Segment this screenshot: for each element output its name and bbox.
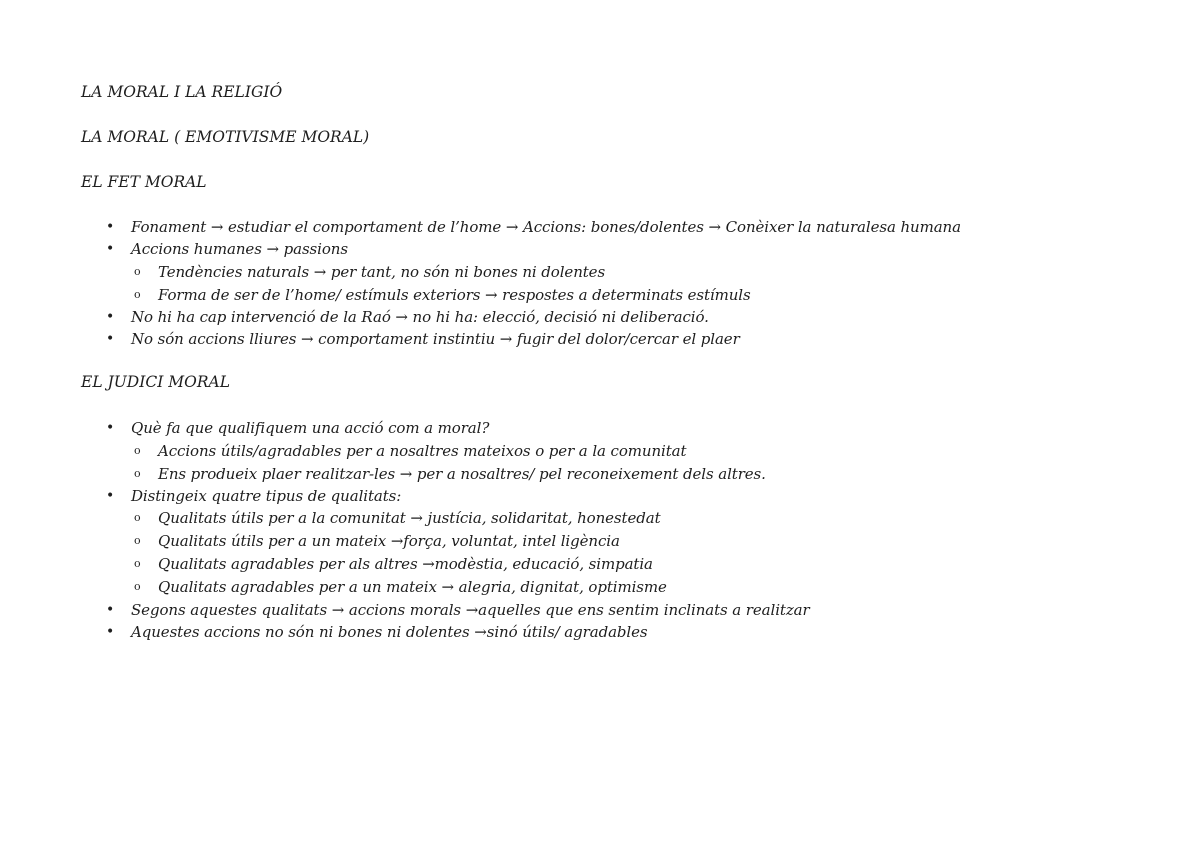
section-heading-fet-moral: EL FET MORAL — [81, 173, 207, 191]
document-title: LA MORAL I LA RELIGIÓ — [81, 83, 283, 101]
list-item: Distingeix quatre tipus de qualitats: — [131, 487, 402, 505]
bullet-circle: o — [134, 444, 141, 457]
bullet-circle: o — [134, 534, 141, 547]
bullet-circle: o — [134, 580, 141, 593]
bullet-circle: o — [134, 265, 141, 278]
sub-list-item: Ens produeix plaer realitzar-les → per a nosaltres/ pel reconeixement dels altres. — [158, 465, 766, 483]
bullet-circle: o — [134, 288, 141, 301]
bullet-disc: • — [106, 624, 115, 640]
bullet-disc: • — [106, 488, 115, 504]
bullet-circle: o — [134, 511, 141, 524]
list-item: Aquestes accions no són ni bones ni dolentes →sinó útils/ agradables — [131, 623, 648, 641]
bullet-disc: • — [106, 241, 115, 257]
list-item: No són accions lliures → comportament instintiu → fugir del dolor/cercar el plaer — [131, 330, 740, 348]
sub-list-item: Forma de ser de l’home/ estímuls exteriors → respostes a determinats estímuls — [158, 286, 751, 304]
sub-list-item: Qualitats agradables per a un mateix → alegria, dignitat, optimisme — [158, 578, 667, 596]
list-item: Fonament → estudiar el comportament de l’home → Accions: bones/dolentes → Conèixer la naturalesa humana — [131, 218, 961, 236]
document-subtitle: LA MORAL ( EMOTIVISME MORAL) — [81, 128, 370, 146]
bullet-disc: • — [106, 219, 115, 235]
section-heading-judici-moral: EL JUDICI MORAL — [81, 373, 231, 391]
bullet-disc: • — [106, 602, 115, 618]
bullet-disc: • — [106, 309, 115, 325]
sub-list-item: Qualitats agradables per als altres →modèstia, educació, simpatia — [158, 555, 653, 573]
list-item: Segons aquestes qualitats → accions morals →aquelles que ens sentim inclinats a realitzar — [131, 601, 810, 619]
bullet-circle: o — [134, 467, 141, 480]
sub-list-item: Qualitats útils per a la comunitat → justícia, solidaritat, honestedat — [158, 509, 661, 527]
list-item: No hi ha cap intervenció de la Raó → no hi ha: elecció, decisió ni deliberació. — [131, 308, 709, 326]
bullet-circle: o — [134, 557, 141, 570]
bullet-disc: • — [106, 420, 115, 436]
list-item: Què fa que qualifiquem una acció com a moral? — [131, 419, 490, 437]
sub-list-item: Qualitats útils per a un mateix →força, voluntat, intel ligència — [158, 532, 620, 550]
bullet-disc: • — [106, 331, 115, 347]
sub-list-item: Accions útils/agradables per a nosaltres mateixos o per a la comunitat — [158, 442, 687, 460]
sub-list-item: Tendències naturals → per tant, no són ni bones ni dolentes — [158, 263, 606, 281]
list-item: Accions humanes → passions — [131, 240, 348, 258]
